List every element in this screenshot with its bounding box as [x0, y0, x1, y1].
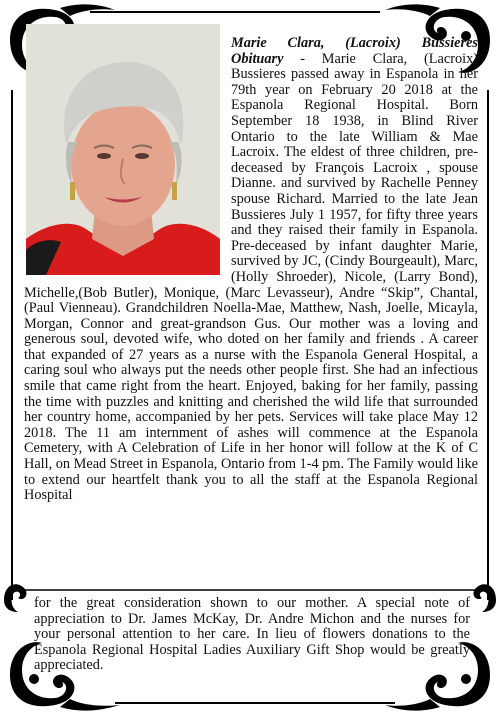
obituary-text	[24, 36, 478, 504]
photo-space	[24, 36, 231, 280]
obituary-body: - Marie Clara, (Lacroix) Bussieres passed away in Espanola in her 79th year on February 20 2018 at the Espanola Regional Hospital. Born September 18 1938, in Blind River Ontario to the late William & Mae Lacroix. The eldest of three children, pre-deceased by François Lacroix , spouse Dianne. and survived by Rachelle Penney spouse Richard. Married to the late Jean Bussieres July 1 1957, for fifty three years and they raised their family in Espanola. Pre-deceased by infant daughter Marie, survived by JC, (Cindy Bourgeault), Marc, (Holly Shroeder), Nicole, (Larry Bond), Michelle,(Bob Butler), Monique, (Marc Levasseur), Andre “Skip”, Chantal, (Paul Vienneau). Grandchildren Noella-Mae, Matthew, Nash, Joelle, Micayla, Morgan, Connor and great-grandson Gus. Our mother was a loving and generous soul, devoted wife, who doted on her family and friends . A career that expanded of 27 years as a nurse with the Espanola General Hospital, a caring soul who always put the needs other people first. She had an infectious smile that came right from the heart. Enjoyed, baking for her family, passing the time with puzzles and knitting and cherished the wild life that surrounded her country home, accompanied by her pets. Services will take place May 12 2018. The 11 am internment of ashes will commence at the Espanola Cemetery, with A Celebration of Life in her honor will follow at the K of C Hall, on Mead Street in Espanola, Ontario from 1-4 pm. The Family would like to extend our heartfelt thank you to all the staff at the Espanola Regional Hospital	[24, 50, 478, 504]
obituary-title: Marie Clara, (Lacroix) Bussieres Obituary	[231, 35, 478, 67]
obituary-closing: for the great consideration shown to our mother. A special note of appreciation to Dr. James McKay, Dr. Andre Michon and the nurses for your personal attention to her care. In lieu of flowers donations to the Espanola Regional Hospital Ladies Auxiliary Gift Shop would be greatly appreciated.	[34, 595, 470, 674]
